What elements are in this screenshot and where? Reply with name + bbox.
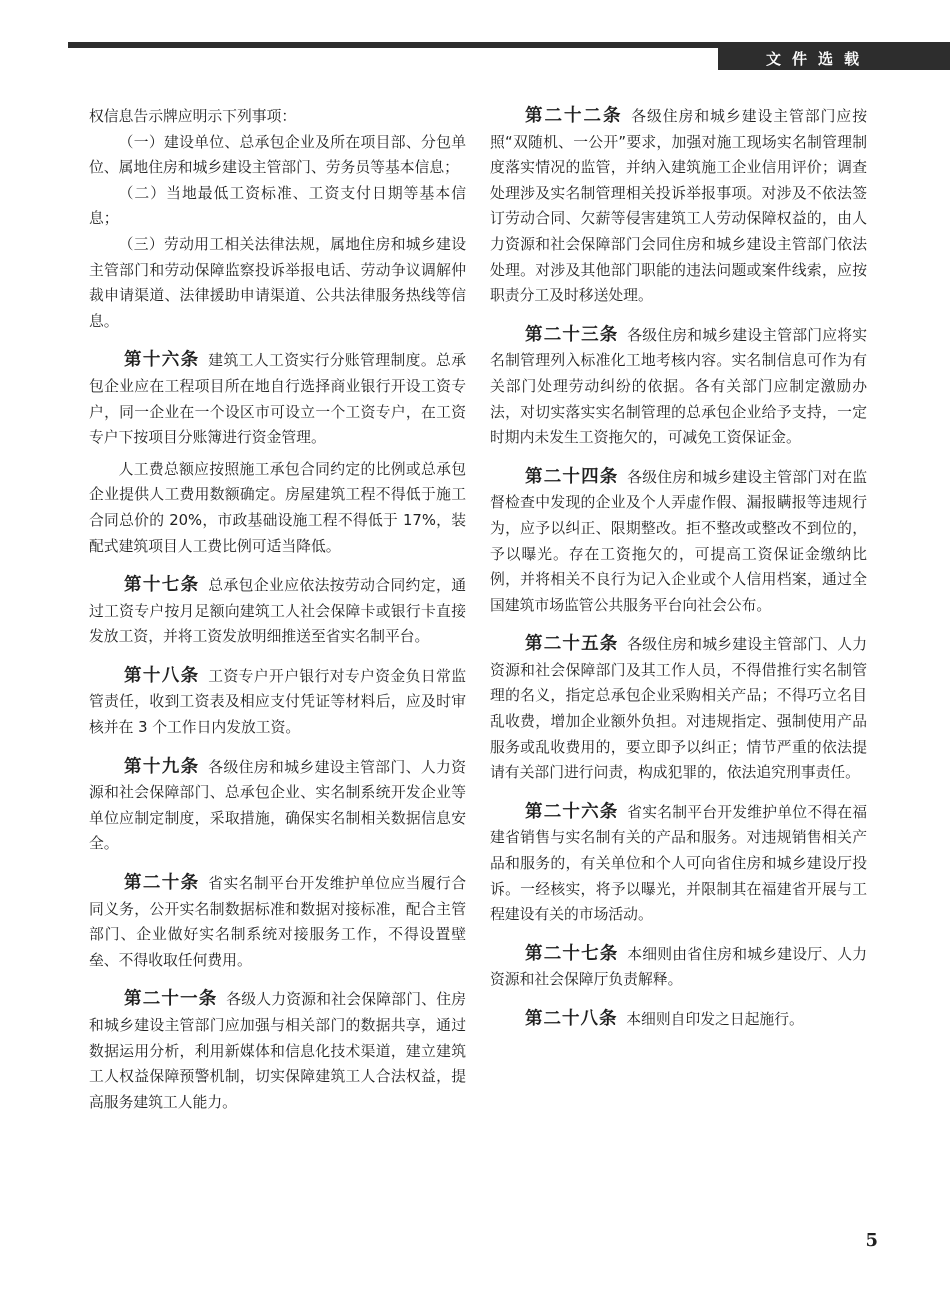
article-heading: 第十八条 [124, 665, 200, 686]
article-18 [89, 664, 466, 741]
section-tag: 文件选载 [718, 48, 950, 70]
article-text: 省实名制平台开发维护单位不得在福建省销售与实名制有关的产品和服务。对违规销售相关产品和服务的，有关单位和个人可向省住房和城乡建设厅投诉。一经核实，将予以曝光，并限制其在福建省开展与工程建设有关的市场活动。 [490, 803, 867, 924]
article-26 [490, 800, 867, 928]
article-heading: 第二十五条 [525, 634, 619, 655]
article-25 [490, 632, 867, 786]
article-heading: 第二十三条 [525, 324, 619, 345]
left-column [89, 104, 466, 1115]
article-24 [490, 465, 867, 619]
article-22 [490, 104, 867, 309]
article-21 [89, 987, 466, 1115]
article-16 [89, 348, 466, 450]
list-item: （三）劳动用工相关法律法规，属地住房和城乡建设主管部门和劳动保障监察投诉举报电话、劳动争议调解仲裁申请渠道、法律援助申请渠道、公共法律服务热线等信息。 [89, 235, 466, 330]
article-heading: 第二十二条 [525, 106, 623, 126]
list-item: （一）建设单位、总承包企业及所在项目部、分包单位、属地住房和城乡建设主管部门、劳务员等基本信息； [89, 133, 466, 177]
article-23 [490, 323, 867, 451]
article-text: 总承包企业应依法按劳动合同约定，通过工资专户按月足额向建筑工人社会保障卡或银行卡直接发放工资，并将工资发放明细推送至省实名制平台。 [89, 577, 466, 646]
article-heading: 第二十条 [124, 873, 200, 894]
list-item: （二）当地最低工资标准、工资支付日期等基本信息； [89, 184, 466, 228]
article-19 [89, 755, 466, 857]
article-heading: 第二十四条 [525, 466, 619, 487]
page-number: 5 [865, 1230, 878, 1251]
article-27 [490, 942, 867, 993]
article-17 [89, 573, 466, 650]
article-text: 本细则由省住房和城乡建设厅、人力资源和社会保障厅负责解释。 [490, 945, 867, 989]
article-heading: 第二十一条 [124, 989, 218, 1010]
article-text: 各级住房和城乡建设主管部门应按照“双随机、一公开”要求，加强对施工现场实名制管理制度落实情况的监管，并纳入建筑施工企业信用评价；调查处理涉及实名制管理相关投诉举报事项。对涉及不依法签订劳动合同、欠薪等侵害建筑工人劳动保障权益的，由人力资源和社会保障部门会同住房和城乡建设主管部门依法处理。对涉及其他部门职能的违法问题或案件线索，应按职责分工及时移送处理。 [490, 108, 867, 305]
continued-paragraph: 权信息告示牌应明示下列事项： [89, 108, 297, 125]
article-text: 工资专户开户银行对专户资金负日常监管责任，收到工资表及相应支付凭证等材料后，应及时审核并在 3 个工作日内发放工资。 [89, 667, 466, 737]
article-text: 省实名制平台开发维护单位应当履行合同义务，公开实名制数据标准和数据对接标准，配合主管部门、企业做好实名制系统对接服务工作，不得设置壁垒、不得收取任何费用。 [89, 875, 466, 969]
article-text: 各级住房和城乡建设主管部门对在监督检查中发现的企业及个人弄虚作假、漏报瞒报等违规行为，应予以纠正、限期整改。拒不整改或整改不到位的，予以曝光。存在工资拖欠的，可提高工资保证金缴纳比例，并将相关不良行为记入企业或个人信用档案，通过全国建筑市场监管公共服务平台向社会公布。 [490, 468, 867, 614]
article-text: 各级人力资源和社会保障部门、住房和城乡建设主管部门应加强与相关部门的数据共享，通过数据运用分析，利用新媒体和信息化技术渠道，建立建筑工人权益保障预警机制，切实保障建筑工人合法权益，提高服务建筑工人能力。 [89, 991, 466, 1111]
article-heading: 第二十八条 [525, 1009, 618, 1029]
article-text: 各级住房和城乡建设主管部门、人力资源和社会保障部门及其工作人员，不得借推行实名制管理的名义，指定总承包企业采购相关产品；不得巧立名目乱收费，增加企业额外负担。对违规指定、强制使用产品服务或乱收费用的，要立即予以纠正；情节严重的依法提请有关部门进行问责，构成犯罪的，依法追究刑事责任。 [490, 636, 867, 782]
article-16-paragraph-2: 人工费总额应按照施工承包合同约定的比例或总承包企业提供人工费用数额确定。房屋建筑工程不得低于施工合同总价的 20%，市政基础设施工程不得低于 17%，装配式建筑项目人工费比例可适当降低。 [89, 460, 466, 555]
article-heading: 第二十六条 [525, 801, 619, 822]
article-text: 建筑工人工资实行分账管理制度。总承包企业应在工程项目所在地自行选择商业银行开设工资专户，同一企业在一个设区市可设立一个工资专户，在工资专户下按项目分账簿进行资金管理。 [89, 352, 466, 447]
article-text: 各级住房和城乡建设主管部门应将实名制管理列入标准化工地考核内容。实名制信息可作为有关部门处理劳动纠纷的依据。各有关部门应制定激励办法，对切实落实实名制管理的总承包企业给予支持，一定时期内未发生工资拖欠的，可减免工资保证金。 [490, 326, 867, 447]
article-heading: 第二十七条 [525, 943, 619, 964]
article-text: 各级住房和城乡建设主管部门、人力资源和社会保障部门、总承包企业、实名制系统开发企业等单位应制定制度，采取措施，确保实名制相关数据信息安全。 [89, 758, 466, 853]
article-heading: 第十六条 [124, 350, 200, 371]
right-column [490, 104, 867, 1033]
article-heading: 第十七条 [124, 575, 200, 596]
article-text: 本细则自印发之日起施行。 [626, 1011, 804, 1028]
article-20 [89, 871, 466, 973]
article-28 [490, 1007, 867, 1033]
article-heading: 第十九条 [124, 756, 200, 777]
